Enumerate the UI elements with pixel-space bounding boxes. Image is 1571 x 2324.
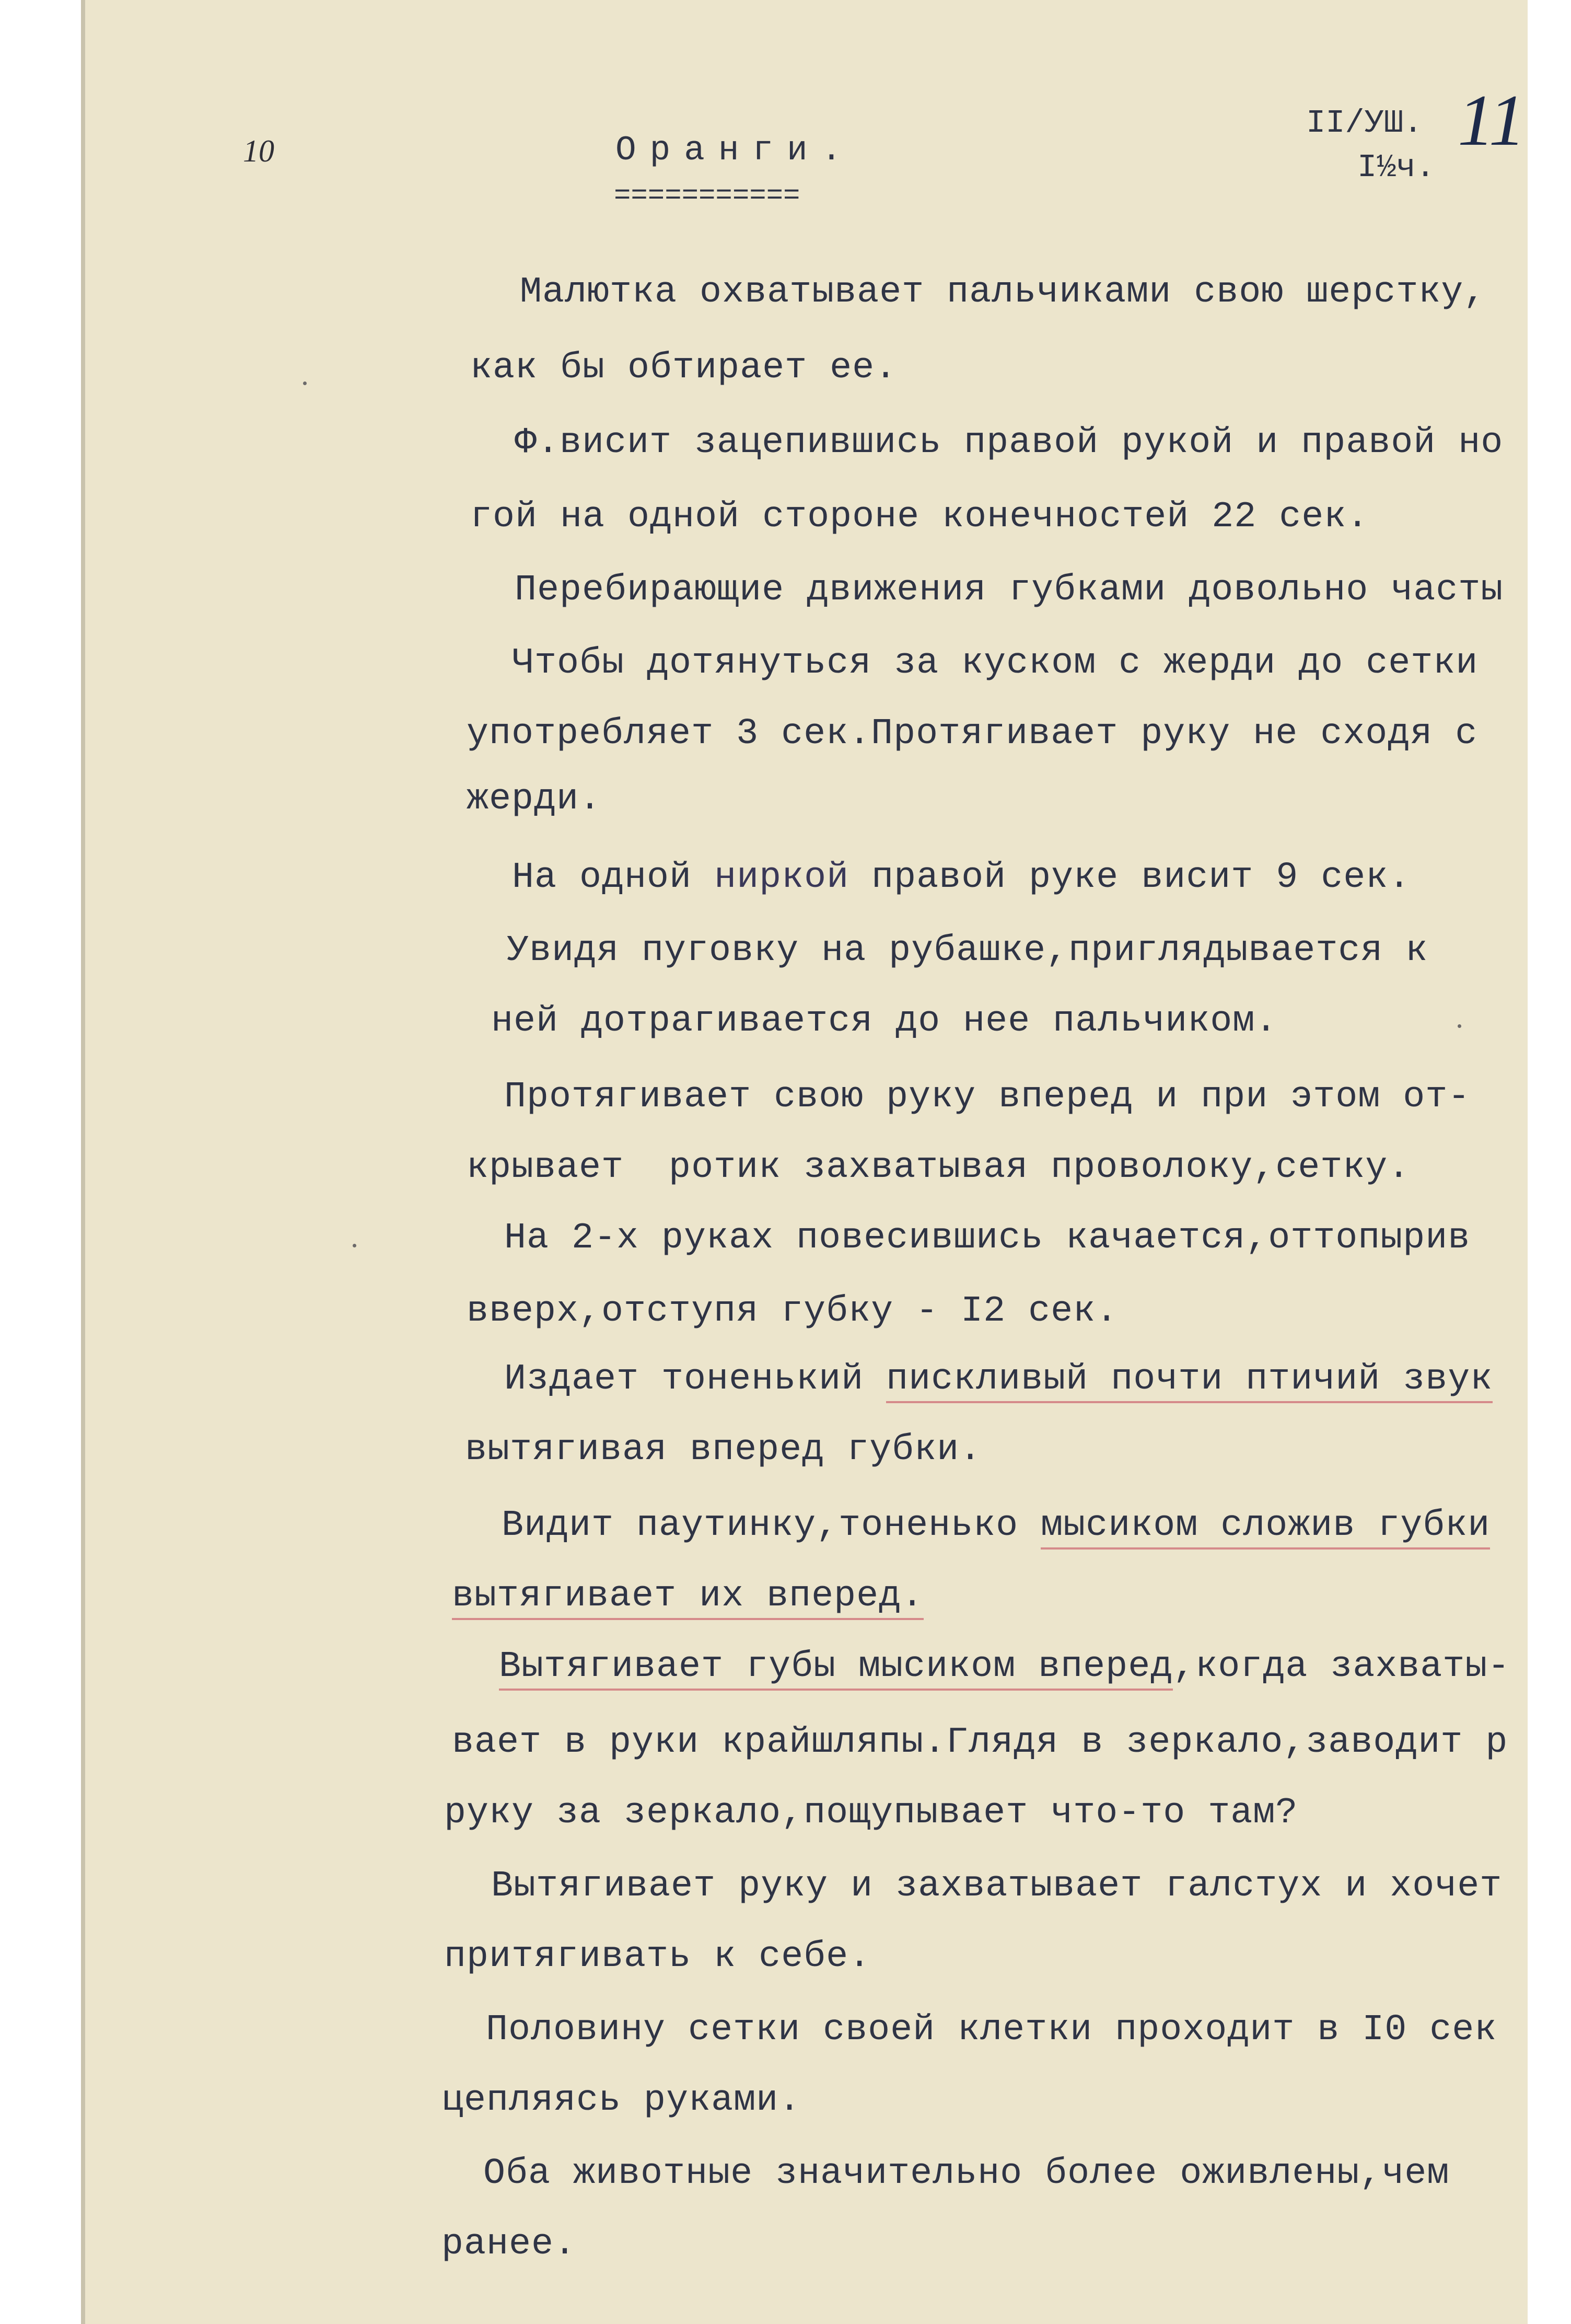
document-title: Оранги. xyxy=(615,131,856,170)
text-line xyxy=(512,857,1411,898)
text-line: Ф.висит зацепившись правой рукой и правой но xyxy=(515,422,1504,464)
paper-speck xyxy=(353,1244,356,1247)
text-line: Перебирающие движения губками довольно часты xyxy=(515,570,1504,611)
reference-part: I½ч. xyxy=(1357,149,1435,186)
text-line: вытягивая вперед губки. xyxy=(465,1429,982,1471)
text-fragment: правой руке висит 9 сек. xyxy=(849,857,1411,898)
paper-speck xyxy=(303,381,307,385)
text-line: Чтобы дотянуться за куском с жерди до сетки xyxy=(512,643,1479,684)
title-underline: =========== xyxy=(614,180,800,212)
underlined-phrase: вытягивает их вперед. xyxy=(452,1576,924,1620)
folio-number: 11 xyxy=(1458,80,1526,161)
text-line: вверх,отступя губку - I2 сек. xyxy=(467,1291,1119,1332)
text-line xyxy=(502,1505,1490,1546)
text-line xyxy=(504,1359,1493,1400)
text-line: ранее. xyxy=(441,2224,577,2265)
reference-number: II/УШ. xyxy=(1306,105,1423,142)
underlined-phrase: Вытягивает губы мысиком вперед xyxy=(499,1646,1173,1691)
text-line: Увидя пуговку на рубашке,приглядывается к xyxy=(507,930,1428,972)
text-line xyxy=(452,1576,924,1617)
text-line xyxy=(499,1646,1510,1687)
text-line: Вытягивает руку и захватывает галстух и хочет xyxy=(491,1866,1503,1907)
archive-number: 10 xyxy=(243,134,274,168)
underlined-phrase: пискливый почти птичий звук xyxy=(886,1359,1493,1403)
text-line: цепляясь руками. xyxy=(441,2080,801,2121)
text-fragment: Издает тоненький xyxy=(504,1359,887,1400)
text-line: Оба животные значительно более оживлены,чем xyxy=(483,2153,1450,2194)
text-line: употребляет 3 сек.Протягивает руку не сходя с xyxy=(467,713,1478,755)
text-line: Протягивает свою руку вперед и при этом от- xyxy=(504,1077,1471,1118)
text-fragment: На одной xyxy=(512,857,715,898)
text-line: крывает ротик захватывая проволоку,сетку. xyxy=(467,1147,1411,1188)
text-line: гой на одной стороне конечностей 22 сек. xyxy=(470,496,1369,538)
text-fragment: ,когда захваты- xyxy=(1173,1646,1510,1687)
text-line: На 2-х руках повесившись качается,оттопырив xyxy=(504,1218,1471,1259)
text-line: Половину сетки своей клетки проходит в I0 сек xyxy=(486,2009,1497,2051)
text-line: вает в руки крайшляпы.Глядя в зеркало,заводит р xyxy=(452,1722,1508,1763)
underlined-phrase: мысиком сложив губки xyxy=(1041,1505,1490,1550)
paper-speck xyxy=(1458,1024,1461,1028)
text-line: руку за зеркало,пощупывает что-то там? xyxy=(444,1793,1298,1834)
text-line: Малютка охватывает пальчиками свою шерстку, xyxy=(520,272,1486,313)
text-line: жерди. xyxy=(467,779,602,820)
text-line: притягивать к себе. xyxy=(444,1936,871,1978)
text-line: как бы обтирает ее. xyxy=(470,348,898,389)
text-fragment: Видит паутинку,тоненько xyxy=(502,1505,1041,1546)
struck-out-word: ниркой xyxy=(714,857,849,898)
text-line: ней дотрагивается до нее пальчиком. xyxy=(491,1001,1278,1042)
